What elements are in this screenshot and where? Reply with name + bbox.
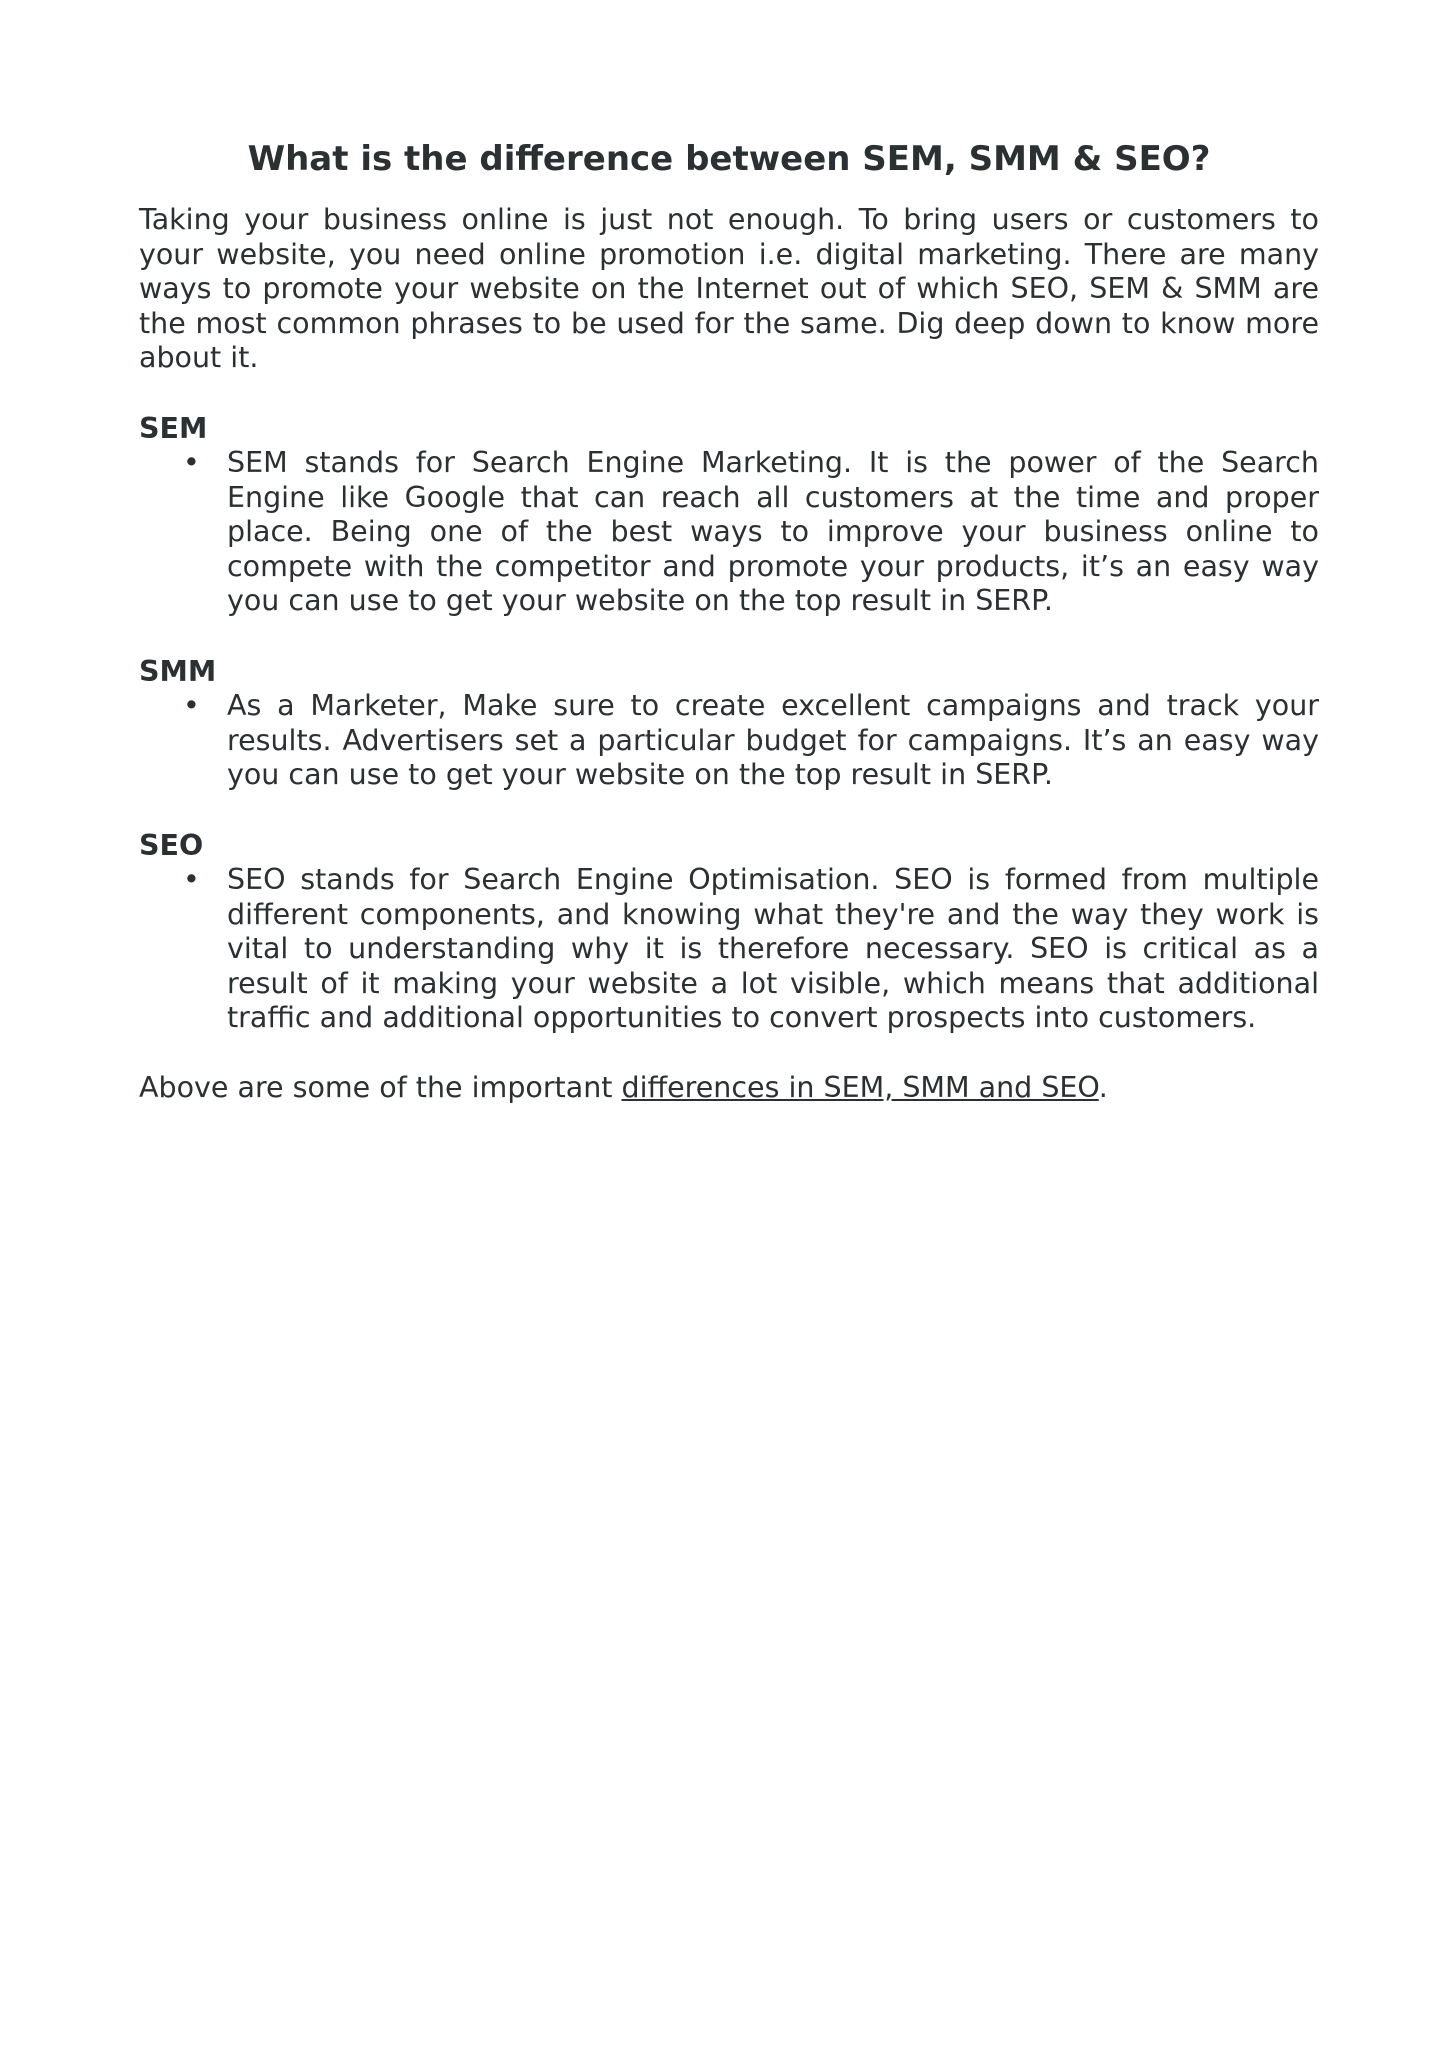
list-item-text: SEO stands for Search Engine Optimisation. SEO is formed from multiple different components, and knowing what they're and the way they work is vital to understanding why it is therefore necessary. SEO is critical as a result of it making your website a lot visible, which means that additional traffic and additional opportunities to convert prospects into customers. — [227, 863, 1319, 1034]
closing-suffix: . — [1098, 1070, 1108, 1104]
list-item — [183, 689, 1319, 793]
section-heading-sem: SEM — [139, 411, 208, 445]
list-item-text: As a Marketer, Make sure to create excellent campaigns and track your results. Advertisers set a particular budget for campaigns. It’s an easy way you can use to get your website on the top result in SERP. — [227, 689, 1319, 791]
list-item-text: SEM stands for Search Engine Marketing. It is the power of the Search Engine like Google that can reach all customers at the time and proper place. Being one of the best ways to improve your business online to compete with the competitor and promote your products, it’s an easy way you can use to get your website on the top result in SERP. — [227, 446, 1319, 617]
list-item — [183, 446, 1319, 619]
bullet-icon: • — [183, 446, 200, 479]
list-item — [183, 863, 1319, 1036]
intro-paragraph: Taking your business online is just not enough. To bring users or customers to your website, you need online promotion i.e. digital marketing. There are many ways to promote your website on the Internet out of which SEO, SEM & SMM are the most common phrases to be used for the same. Dig deep down to know more about it. — [139, 203, 1319, 374]
closing-prefix: Above are some of the important — [139, 1070, 622, 1104]
page-title: What is the difference between SEM, SMM & SEO? — [247, 139, 1211, 179]
document-page — [139, 134, 1319, 1105]
bullet-icon: • — [183, 863, 200, 896]
section-heading-smm: SMM — [139, 654, 217, 688]
bullet-icon: • — [183, 689, 200, 722]
seo-list — [139, 863, 1319, 1036]
sem-list — [139, 446, 1319, 619]
section-heading-seo: SEO — [139, 828, 204, 862]
smm-list — [139, 689, 1319, 793]
closing-paragraph — [139, 1071, 1319, 1106]
differences-link[interactable]: differences in SEM, SMM and SEO — [621, 1070, 1099, 1104]
